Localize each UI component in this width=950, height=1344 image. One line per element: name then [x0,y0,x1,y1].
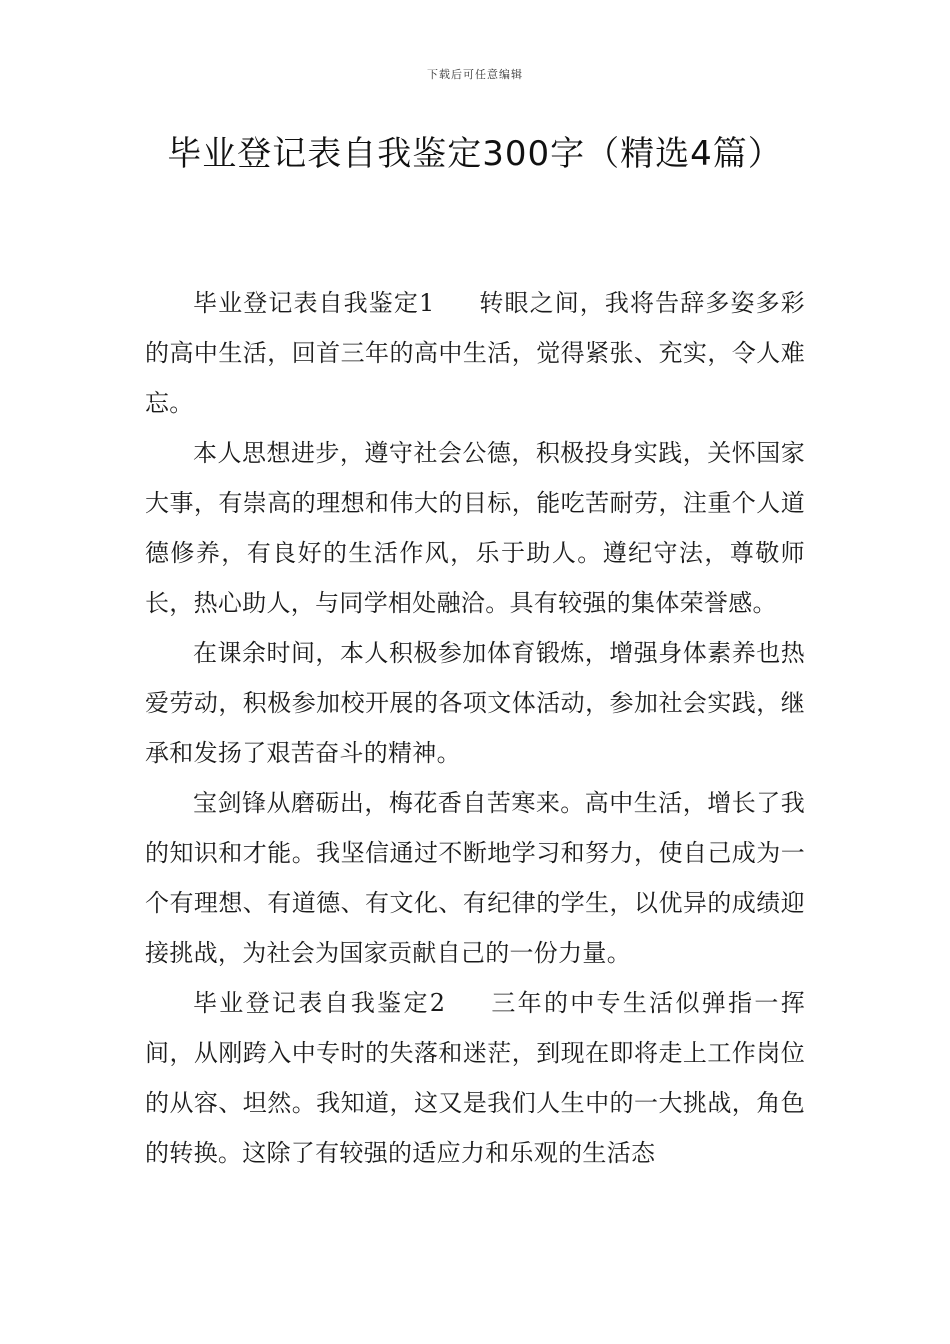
paragraph-text: 本人思想进步，遵守社会公德，积极投身实践，关怀国家大事，有崇高的理想和伟大的目标，能吃苦耐劳，注重个人道德修养，有良好的生活作风，乐于助人。遵纪守法，尊敬师长，热心助人，与同学相处融洽。具有较强的集体荣誉感。 [145,439,805,617]
paragraph-text: 转眼之间，我将告辞多姿多彩的高中生活，回首三年的高中生活，觉得紧张、充实，令人难忘。 [145,289,805,417]
document-body [145,278,805,1178]
paragraph-3 [145,628,805,778]
section-label-1: 毕业登记表自我鉴定1 [193,289,435,317]
paragraph-1 [145,278,805,428]
section-label-2: 毕业登记表自我鉴定2 [193,989,446,1017]
paragraph-4 [145,778,805,978]
paragraph-text: 三年的中专生活似弹指一挥间，从刚跨入中专时的失落和迷茫，到现在即将走上工作岗位的从容、坦然。我知道，这又是我们人生中的一大挑战，角色的转换。这除了有较强的适应力和乐观的生活态 [145,989,805,1167]
paragraph-2 [145,428,805,628]
paragraph-5 [145,978,805,1178]
paragraph-text: 宝剑锋从磨砺出，梅花香自苦寒来。高中生活，增长了我的知识和才能。我坚信通过不断地学习和努力，使自己成为一个有理想、有道德、有文化、有纪律的学生，以优异的成绩迎接挑战，为社会为国家贡献自己的一份力量。 [145,789,805,967]
paragraph-text: 在课余时间，本人积极参加体育锻炼，增强身体素养也热爱劳动，积极参加校开展的各项文体活动，参加社会实践，继承和发扬了艰苦奋斗的精神。 [145,639,805,767]
document-title: 毕业登记表自我鉴定300字（精选4篇） [167,134,783,174]
header-note: 下载后可任意编辑 [427,68,523,81]
